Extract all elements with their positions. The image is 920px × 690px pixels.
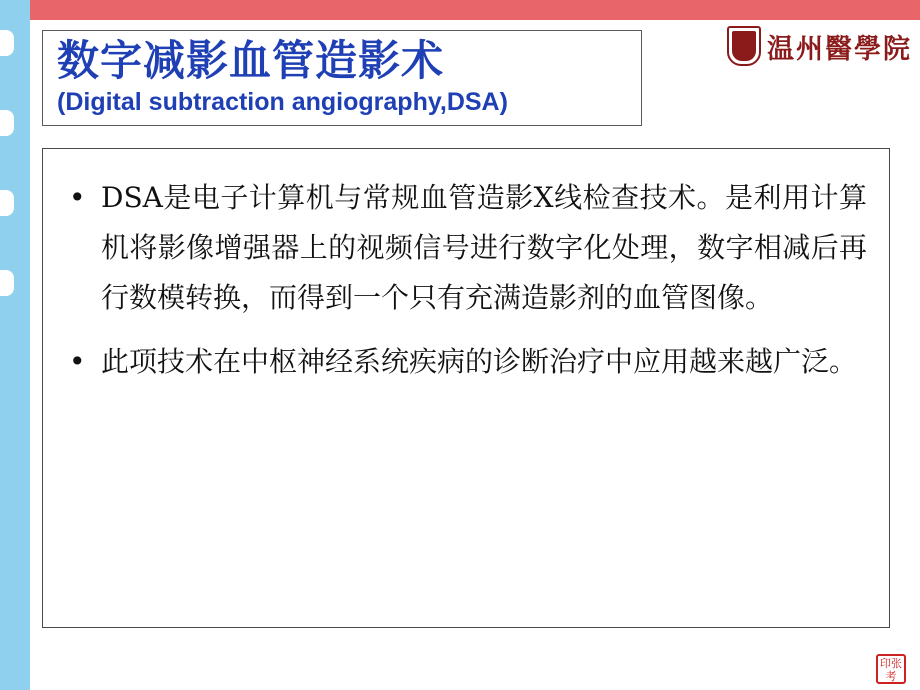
page-subtitle: (Digital subtraction angiography,DSA) [57,88,508,116]
left-band-notch [0,190,14,216]
page-title: 数字减影血管造影术 [57,37,445,84]
slide-content [30,20,920,690]
university-logo [727,26,912,66]
left-decorative-band [0,0,30,690]
bullet-list [61,173,867,387]
body-box [42,148,890,628]
list-item: • DSA是电子计算机与常规血管造影X线检查技术。是利用计算机将影像增强器上的视频信号进行数字化处理，数字相减后再行数模转换，而得到一个只有充满造影剂的血管图像。 [61,173,867,323]
top-decorative-band [0,0,920,20]
stamp-seal: 印张考 [876,654,906,684]
logo-text: 温州醫學院 [767,33,912,65]
list-item: • 此项技术在中枢神经系统疾病的诊断治疗中应用越来越广泛。 [61,337,867,387]
left-band-notch [0,30,14,56]
title-box [42,30,642,126]
left-band-notch [0,270,14,296]
left-band-notch [0,110,14,136]
shield-icon [727,26,761,66]
